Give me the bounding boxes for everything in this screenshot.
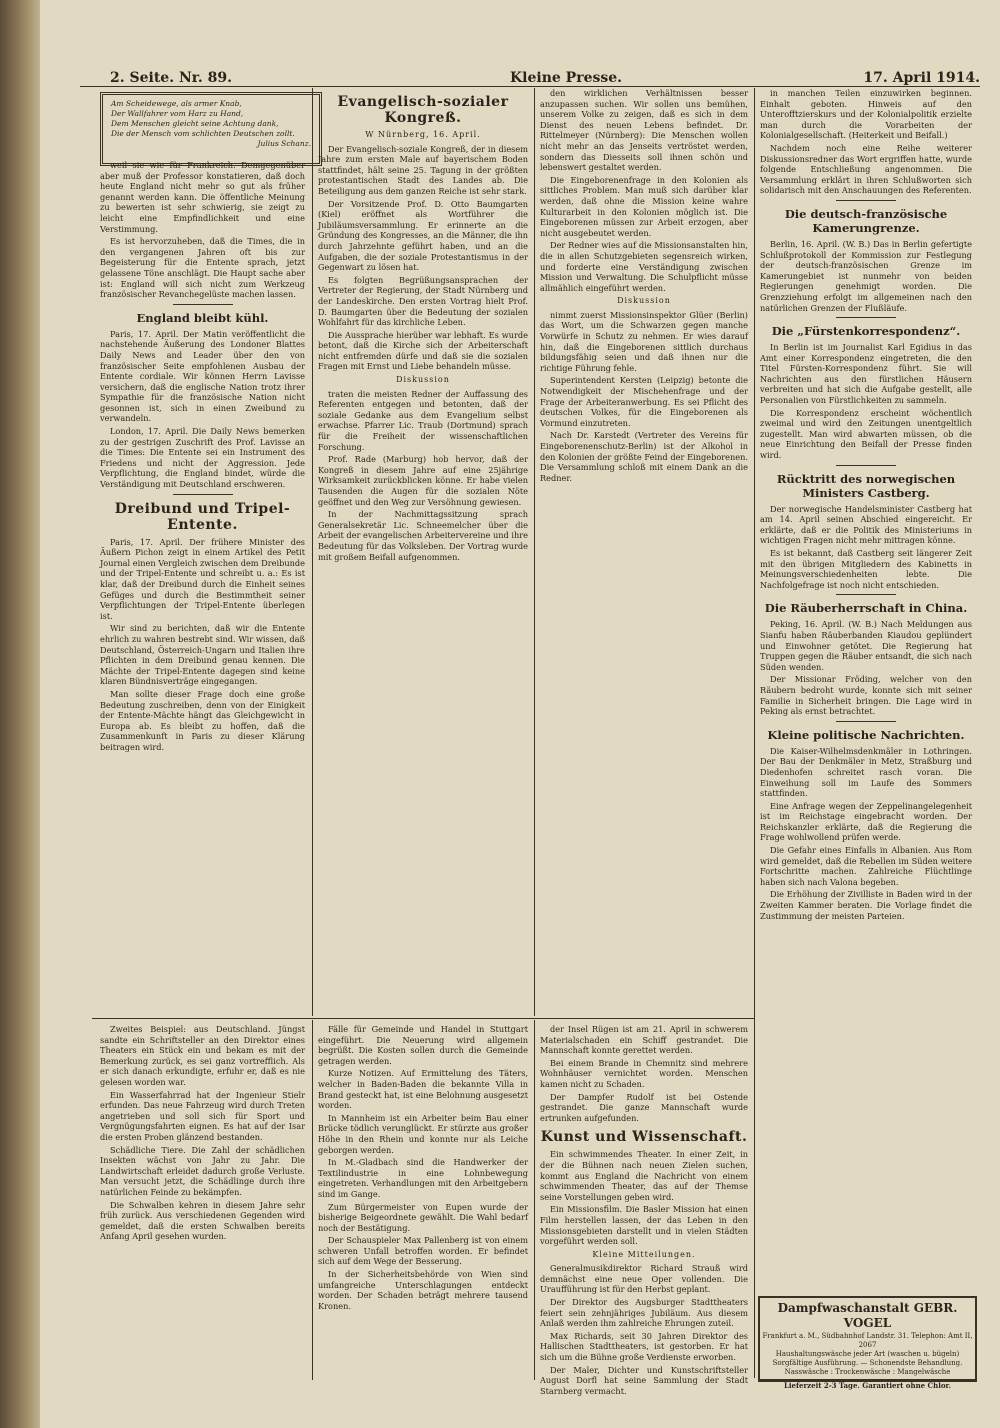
column-1 (100, 160, 305, 1015)
divider (836, 721, 896, 722)
section-label: Kleine Mitteilungen. (592, 1249, 696, 1259)
column-rule (534, 88, 535, 1016)
headline-kunst: Kunst und Wissenschaft. (540, 1129, 748, 1146)
paragraph: Max Richards, seit 30 Jahren Direktor des Hallischen Stadttheaters, ist gestorben. Er hat sich um die Bühne große Verdienste erworben. (540, 1330, 748, 1363)
headline-england: England bleibt kühl. (136, 310, 269, 325)
ad-guarantee: Lieferzeit 2-3 Tage. Garantiert ohne Chlor. (760, 1379, 975, 1390)
paragraph: Die Korrespondenz erscheint wöchentlich zweimal und wird den Zeitungen unentgeltlich zugestellt. Man wird abwarten müssen, ob die neue Einrichtung den Beifall der Presse finden wird. (760, 407, 972, 461)
poem-line: Die der Mensch vom schlichten Deutschen zollt. (111, 129, 295, 138)
paragraph: weil sie wie für Frankreich. Demgegenüber aber muß der Professor konstatieren, daß doch heute England nicht mehr so gut als früher genannt werden kann. Die öffentliche Meinung zu bewerten ist sehr schwierig, sie zeigt zu leicht eine Empfindlichkeit und eine Verstimmung. (100, 160, 305, 234)
paragraph: Der Redner wies auf die Missionsanstalten hin, die in allen Schutzgebieten segensreich wirken, und forderte eine Verständigung zwischen Mission und Verwaltung. Die Schulpflicht müsse allmählich eingeführt werden. (540, 240, 748, 293)
page-date: 17. April 1914. (863, 70, 980, 86)
paragraph: Berlin, 16. April. (W. B.) Das in Berlin gefertigte Schlußprotokoll der Kommission zur Festlegung der deutsch-französischen Grenze im Kamerungebiet ist nunmehr von beiden Regierungen genehmigt worden. Die Grenzziehung erfolgt im allgemeinen nach den natürlichen Grenzen der Flußläufe. (760, 238, 972, 313)
paragraph: Es folgten Begrüßungsansprachen der Vertreter der Regierung, der Stadt Nürnberg und der Landeskirche. Den ersten Vortrag hielt Prof. D. Baumgarten über die Bedeutung der sozialen Wohlfahrt für das kirchliche Leben. (318, 274, 528, 328)
headline-dreibund: Dreibund und Tripel-Entente. (114, 500, 291, 533)
divider (836, 317, 896, 318)
masthead: Kleine Presse. (510, 70, 623, 86)
paragraph: Es ist bekannt, daß Castberg seit längerer Zeit mit den übrigen Mitgliedern des Kabinetts in Meinungsverschiedenheiten lebte. Die Nachfolgefrage ist noch nicht entschieden. (760, 548, 972, 590)
page-number: 2. Seite. Nr. 89. (110, 70, 232, 86)
paragraph: Die Schwalben kehren in diesem Jahre sehr früh zurück. Aus verschiedenen Gegenden wird gemeldet, daß die ersten Schwalben bereits Anfang April gesehen wurden. (100, 1199, 305, 1242)
poem-author: Julius Schanz. (257, 139, 311, 148)
headline-castberg: Rücktritt des norwegischen Ministers Castberg. (776, 471, 956, 500)
headline-china: Die Räuberherrschaft in China. (764, 601, 968, 616)
paragraph: Der Direktor des Augsburger Stadttheaters feiert sein zehnjähriges Jubiläum. Aus diesem Anlaß werden ihm zahlreiche Ehrungen zuteil. (540, 1297, 748, 1329)
column-4 (760, 88, 972, 1288)
page-header (80, 64, 980, 87)
paragraph: Ein schwimmendes Theater. In einer Zeit, in der die Bühnen nach neuen Zielen suchen, kommt aus England die Nachricht von einem schwimmenden Theater, das auf der Themse seine Vorstellungen geben wird. (540, 1149, 748, 1202)
paragraph: Es ist hervorzuheben, daß die Times, die in den vergangenen Jahren oft bis zur Begeisterung für die Entente sprach, jetzt gelassene Töne anschlägt. Die Haupt sache aber ist: England will sich nicht zum Werkzeug französischer Revanchegelüste machen lassen. (100, 236, 305, 300)
column-rule (534, 1020, 535, 1380)
divider (836, 200, 896, 201)
paragraph: Prof. Rade (Marburg) hob hervor, daß der Kongreß in diesem Jahre auf eine 25jährige Wirksamkeit zurückblicken könne. Er habe vielen Tausenden die Augen für die sozialen Nöte geöffnet und den Weg zur Versöhnung gewiesen. (318, 454, 528, 507)
paragraph: Paris, 17. April. Der frühere Minister des Äußern Pichon zeigt in einem Artikel des Petit Journal einen Vergleich zwischen dem Dreibunde und der Tripel-Entente und schreibt u. a.: Es ist klar, daß der Dreibund durch die Einheit seines Gefüges und durch die Bestimmtheit seiner Verpflichtungen der Tripel-Entente überlegen ist. (100, 536, 305, 621)
paragraph: Nachdem noch eine Reihe weiterer Diskussionsredner das Wort ergriffen hatte, wurde folgende Entschließung angenommen. Die Versammlung erklärt in ihren Schlußworten sich solidarisch mit den Anschauungen des Referenten. (760, 142, 972, 196)
paragraph: Die Erhöhung der Zivilliste in Baden wird in der Zweiten Kammer beraten. Die Vorlage findet die Zustimmung der meisten Parteien. (760, 889, 972, 921)
column-rule (312, 1020, 313, 1380)
paragraph: Die Gefahr eines Einfalls in Albanien. Aus Rom wird gemeldet, daß die Rebellen im Süden weitere Fortschritte machen. Zahlreiche Flüchtlinge haben sich nach Valona begeben. (760, 845, 972, 887)
paragraph: Schädliche Tiere. Die Zahl der schädlichen Insekten wächst von Jahr zu Jahr. Die Landwirtschaft erleidet dadurch große Verluste. Man versucht jetzt, die Schädlinge durch ihre natürlichen Feinde zu bekämpfen. (100, 1144, 305, 1197)
headline-kamerun: Die deutsch-französische Kamerungrenze. (784, 206, 948, 235)
paragraph: Die Eingeborenenfrage in den Kolonien als sittliches Problem. Man muß sich darüber klar werden, daß ohne die Mission keine wahre Kulturarbeit in den Kolonien möglich ist. Die Eingeborenen müssen zur Arbeit erzogen, aber nicht ausgebeutet werden. (540, 174, 748, 238)
paragraph: In Berlin ist im Journalist Karl Egidius in das Amt einer Korrespondenz eingetreten, die den Titel Fürsten-Korrespondenz führt. Sie will Nachrichten aus den fürstlichen Häusern verbreiten und hat sich die Aufgabe gestellt, alle Personalien von Fürstlichkeiten zu sammeln. (760, 342, 972, 406)
paragraph: In M.-Gladbach sind die Handwerker der Textilindustrie in eine Lohnbewegung eingetreten. Verhandlungen mit den Arbeitgebern sind im Gange. (318, 1157, 528, 1199)
paragraph: Bei einem Brande in Chemnitz sind mehrere Wohnhäuser vernichtet worden. Menschen kamen nicht zu Schaden. (540, 1057, 748, 1089)
section-label: Diskussion (396, 375, 450, 385)
poem-line: Der Wallfahrer vom Harz zu Hand, (111, 109, 244, 118)
paragraph: nimmt zuerst Missionsinspektor Glüer (Berlin) das Wort, um die Schwarzen gegen manche Vorwürfe in Schutz zu nehmen. Er wies darauf hin, daß die Eingeborenen sittlich durchaus bildungsfähig seien und daß ihnen nur die richtige Führung fehle. (540, 309, 748, 373)
advertisement-box (758, 1296, 977, 1390)
paragraph: Ein Missionsfilm. Die Basler Mission hat einen Film herstellen lassen, der das Leben in den Missionsgebieten darstellt und in vielen Städten vorgeführt werden soll. (540, 1204, 748, 1247)
divider (173, 304, 233, 305)
paragraph: der Insel Rügen ist am 21. April in schwerem Materialschaden ein Schiff gestrandet. Die Mannschaft konnte gerettet werden. (540, 1024, 748, 1056)
book-binding (0, 0, 40, 1428)
column-rule (754, 88, 755, 1378)
headline-kongress: Evangelisch-sozialer Kongreß. (337, 94, 509, 126)
paragraph: Zweites Beispiel: aus Deutschland. Jüngst sandte ein Schriftsteller an den Direktor eines Theaters ein Stück ein und bekam es mit der Bemerkung zurück, es sei ganz vortrefflich. Als er sich danach erkundigte, erfuhr er, daß es nie gelesen worden war. (100, 1024, 305, 1087)
poem-box (100, 92, 322, 166)
paragraph: Paris, 17. April. Der Matin veröffentlicht die nachstehende Äußerung des Londoner Blattes Daily News and Leader über den von französischer Seite empfohlenen Ausbau der Entente cordiale. Wir können Herrn Lavisse versichern, daß die englische Nation trotz ihrer Sympathie für die französische Nation nicht gesonnen ist, sich in einen Zweibund zu verwandeln. (100, 328, 305, 424)
poem-line: Am Scheidewege, als armer Knab, (111, 99, 242, 108)
ad-service: Haushaltungswäsche jeder Art (waschen u. bügeln) (775, 1350, 960, 1358)
ad-brand: Dampfwaschanstalt GEBR. VOGEL (777, 1301, 958, 1330)
paragraph: traten die meisten Redner der Auffassung des Referenten entgegen und betonten, daß der soziale Gedanke aus dem Evangelium selbst erwachse. Pfarrer Lic. Traub (Dortmund) sprach für die Freiheit der wissenschaftlichen Forschung. (318, 388, 528, 452)
paragraph: Zum Bürgermeister von Eupen wurde der bisherige Beigeordnete gewählt. Die Wahl bedarf noch der Bestätigung. (318, 1201, 528, 1233)
paragraph: Der Vorsitzende Prof. D. Otto Baumgarten (Kiel) eröffnet als Wortführer die Jubiläumsversammlung. Er erinnerte an die Gründung des Kongresses, an die Männer, die ihn durch Jahrzehnte geführt haben, und an die Aufgaben, die der soziale Protestantismus in der Gegenwart zu lösen hat. (318, 198, 528, 273)
column-2 (318, 88, 528, 1016)
paragraph: Eine Anfrage wegen der Zeppelinangelegenheit ist im Reichstage eingebracht worden. Der Reichskanzler erklärte, daß die Regierung die Frage wohlwollend prüfen werde. (760, 800, 972, 843)
dateline: W Nürnberg, 16. April. (365, 130, 481, 139)
paragraph: In der Sicherheitsbehörde von Wien sind umfangreiche Unterschlagungen entdeckt worden. Der Schaden beträgt mehrere tausend Kronen. (318, 1269, 528, 1311)
paragraph: Wir sind zu berichten, daß wir die Entente ehrlich zu wahren bestrebt sind. Wir wissen, daß Deutschland, Österreich-Ungarn und Italien ihre Pflichten in dem Dreibund genau kennen. Die Mächte der Tripel-Entente dagegen sind keine klaren Bündnisverträge eingegangen. (100, 623, 305, 687)
paragraph: In Mannheim ist ein Arbeiter beim Bau einer Brücke tödlich verunglückt. Er stürzte aus großer Höhe in den Rhein und konnte nur als Leiche geborgen werden. (318, 1112, 528, 1155)
paragraph: Generalmusikdirektor Richard Strauß wird demnächst eine neue Oper vollenden. Die Uraufführung ist für den Herbst geplant. (540, 1263, 748, 1295)
ad-types: Nasswäsche : Trockenwäsche : Mangelwäsche (784, 1368, 951, 1376)
paragraph: Der Dampfer Rudolf ist bei Ostende gestrandet. Die ganze Mannschaft wurde ertrunken aufgefunden. (540, 1091, 748, 1123)
paragraph: Fälle für Gemeinde und Handel in Stuttgart eingeführt. Die Neuerung wird allgemein begrüßt. Die Kosten sollen durch die Gemeinde getragen werden. (318, 1024, 528, 1066)
paragraph: Nach Dr. Karstedt (Vertreter des Vereins für Eingeborenenschutz-Berlin) ist der Alkohol in den Kolonien der größte Feind der Eingeborenen. Die Versammlung schloß mit einem Dank an die Redner. (540, 430, 748, 483)
section-label: Diskussion (617, 296, 671, 306)
headline-nachrichten: Kleine politische Nachrichten. (767, 727, 965, 742)
paragraph: Die Kaiser-Wilhelmsdenkmäler in Lothringen. Der Bau der Denkmäler in Metz, Straßburg und Diedenhofen schreitet rasch voran. Die Einweihung soll im Laufe des Sommers stattfinden. (760, 745, 972, 799)
paragraph: Peking, 16. April. (W. B.) Nach Meldungen aus Sianfu haben Räuberbanden Kiaudou geplündert und Einwohner getötet. Die Regierung hat Truppen gegen die Räuber entsandt, die sich nach Süden wenden. (760, 619, 972, 672)
divider (173, 494, 233, 495)
column-3 (540, 88, 748, 1016)
divider (836, 465, 896, 466)
section-rule (92, 1018, 754, 1019)
paragraph: Superintendent Kersten (Leipzig) betonte die Notwendigkeit der Mischehenfrage und der Frage der Arbeiteranwerbung. Es sei Pflicht des deutschen Volkes, für die Eingeborenen als Vormund einzutreten. (540, 375, 748, 428)
paragraph: Der Schauspieler Max Pallenberg ist von einem schweren Unfall betroffen worden. Er befindet sich auf dem Wege der Besserung. (318, 1235, 528, 1267)
paragraph: Ein Wasserfahrrad hat der Ingenieur Stielr erfunden. Das neue Fahrzeug wird durch Treten angetrieben und soll sich für Sport und Vergnügungsfahrten eignen. Es hat auf der Isar die ersten Proben glänzend bestanden. (100, 1089, 305, 1142)
paragraph: in manchen Teilen einzuwirken beginnen. Einhalt geboten. Hinweis auf den Unterofftzierskurs und der Kolonialpolitik erzielte man durch die Vorarbeiten der Kolonialgesellschaft. (Heiterkeit und Beifall.) (760, 88, 972, 141)
bottom-column-3 (540, 1024, 748, 1396)
paragraph: London, 17. April. Die Daily News bemerken zu der gestrigen Zuschrift des Prof. Lavisse an die Times: Die Entente sei ein Instrument des Friedens und nicht der Aggression. Jede Verpflichtung, die England bindet, würde die Verständigung mit Deutschland erschweren. (100, 426, 305, 490)
ad-note: Sorgfältige Ausführung. — Schonendste Behandlung. (772, 1359, 963, 1367)
headline-fuerstenkorrespondenz: Die „Fürstenkorrespondenz“. (771, 324, 961, 339)
paragraph: Der norwegische Handelsminister Castberg hat am 14. April seinen Abschied eingereicht. Er erklärte, daß er die Politik des Ministeriums in wichtigen Fragen nicht mehr mittragen könne. (760, 503, 972, 546)
paragraph: den wirklichen Verhältnissen besser anzupassen suchen. Wir sollen uns bemühen, unserem Volke zu zeigen, daß es sich in dem Dienst des neuen Lebens befindet. Dr. Rittelmeyer (Nürnberg): Die Menschen wollen nicht mehr an das Jenseits vertröstet werden, sondern das Diesseits soll ihnen schön und lebenswert gestaltet werden. (540, 88, 748, 173)
ad-address: Frankfurt a. M., Südbahnhof Landstr. 31. Telephon: Amt II, 2067 (762, 1332, 973, 1349)
paragraph: Der Missionar Fröding, welcher von den Räubern bedroht wurde, konnte sich mit seiner Familie in Sicherheit bringen. Die Lage wird in Peking als ernst betrachtet. (760, 674, 972, 717)
paragraph: Der Evangelisch-soziale Kongreß, der in diesem Jahre zum ersten Male auf bayerischem Boden stattfindet, hält seine 25. Tagung in der größten protestantischen Stadt des Landes ab. Die Beteiligung aus dem ganzen Reiche ist sehr stark. (318, 143, 528, 196)
bottom-column-2 (318, 1024, 528, 1380)
poem-line: Dem Menschen gleicht seine Achtung dank, (111, 119, 279, 128)
paragraph: Kurze Notizen. Auf Ermittelung des Täters, welcher in Baden-Baden die bekannte Villa in Brand gesteckt hat, ist eine Belohnung ausgesetzt worden. (318, 1068, 528, 1111)
paragraph: Man sollte dieser Frage doch eine große Bedeutung zuschreiben, denn von der Einigkeit der Entente-Mächte hängt das Gleichgewicht in Europa ab. Es bleibt zu hoffen, daß die Zusammenkunft in Paris zu dieser Klärung beitragen wird. (100, 688, 305, 752)
paragraph: Die Aussprache hierüber war lebhaft. Es wurde betont, daß die Kirche sich der Arbeiterschaft nicht entfremden dürfe und daß sie die sozialen Fragen mit Ernst und Liebe behandeln müsse. (318, 329, 528, 372)
bottom-column-1 (100, 1024, 305, 1380)
column-rule (312, 88, 313, 1016)
paragraph: In der Nachmittagssitzung sprach Generalsekretär Lic. Schneemelcher über die Arbeit der evangelischen Arbeitervereine und ihre Bedeutung für das Volksleben. Der Vortrag wurde mit großem Beifall aufgenommen. (318, 509, 528, 562)
divider (836, 594, 896, 595)
paragraph: Der Maler, Dichter und Kunstschriftsteller August Dorfl hat seine Sammlung der Stadt Starnberg vermacht. (540, 1364, 748, 1396)
